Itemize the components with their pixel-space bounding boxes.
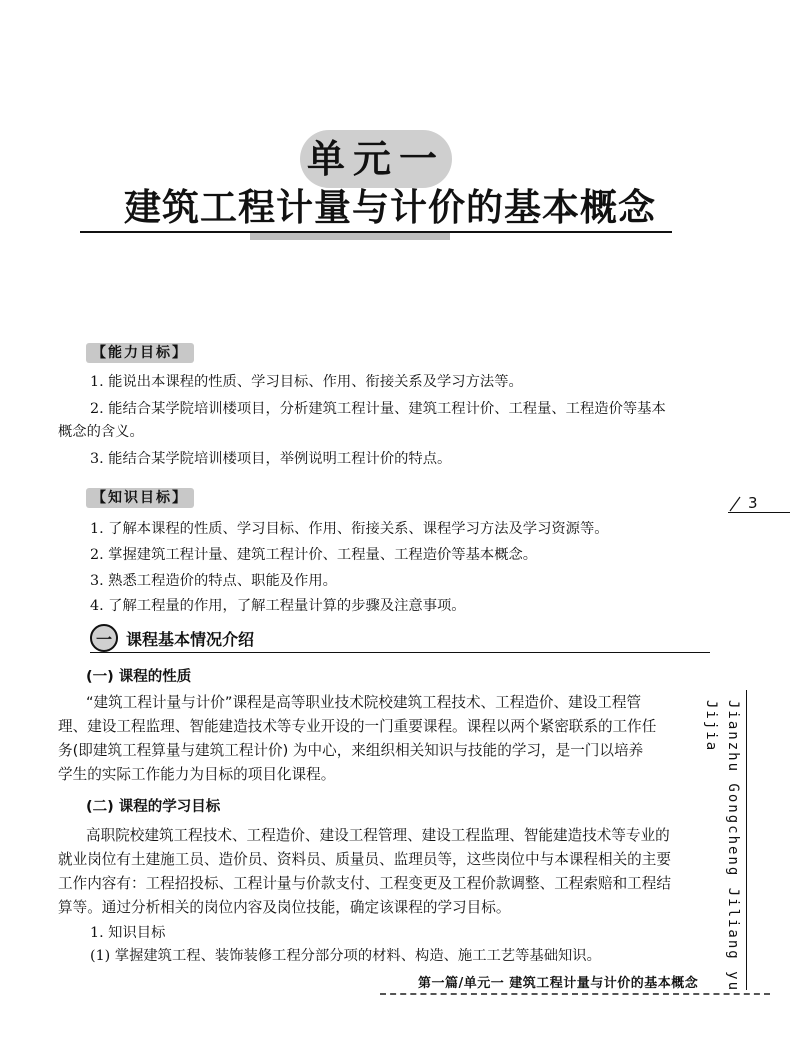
unit-label: 单元一	[306, 137, 445, 181]
nature-heading: (一) 课程的性质	[86, 669, 192, 685]
knowledge-item-4: 4. 了解工程量的作用，了解工程量计算的步骤及注意事项。	[90, 598, 466, 614]
vertical-rule	[746, 690, 747, 990]
knowledge-item-1: 1. 了解本课程的性质、学习目标、作用、衔接关系、课程学习方法及学习资源等。	[90, 521, 609, 537]
knowledge-item-3: 3. 熟悉工程造价的特点、职能及作用。	[90, 573, 337, 589]
footer-dashed-rule	[380, 993, 770, 996]
section-title: 课程基本情况介绍	[126, 629, 255, 649]
nature-line-3: 务(即建筑工程算量与建筑工程计价) 为中心，来组织相关知识与技能的学习，是一门以培养	[58, 742, 644, 759]
page-slash-icon	[728, 494, 744, 512]
section-heading	[90, 623, 254, 653]
ability-item-2: 2. 能结合某学院培训楼项目，分析建筑工程计量、建筑工程计价、工程量、工程造价等基本	[90, 401, 666, 417]
nature-line-1: “建筑工程计量与计价”课程是高等职业技术院校建筑工程技术、工程造价、建设工程管	[86, 694, 642, 711]
nature-line-2: 理、建设工程监理、智能建造技术等专业开设的一门重要课程。课程以两个紧密联系的工作任	[58, 718, 657, 735]
section-number: 一	[90, 624, 118, 652]
knowledge-tag: 【知识目标】	[86, 488, 194, 508]
footer-running-title: 第一篇/单元一 建筑工程计量与计价的基本概念	[418, 976, 699, 991]
knowledge-item-2: 2. 掌握建筑工程计量、建筑工程计价、工程量、工程造价等基本概念。	[90, 547, 538, 563]
ability-item-2-cont: 概念的含义。	[58, 424, 144, 440]
ability-item-3: 3. 能结合某学院培训楼项目，举例说明工程计价的特点。	[90, 451, 452, 467]
page-number-rule	[728, 512, 790, 513]
goals-line-3: 工作内容有：工程招投标、工程计量与价款支付、工程变更及工程价款调整、工程索赔和工程结	[58, 875, 671, 892]
page-number: 3	[748, 494, 758, 512]
goals-heading: (二) 课程的学习目标	[86, 799, 221, 815]
vertical-running-title: Jianzhu Gongcheng Jiliang yu Jijia	[703, 700, 741, 993]
goals-line-2: 就业岗位有土建施工员、造价员、资料员、质量员、监理员等，这些岗位中与本课程相关的主要	[58, 851, 671, 868]
goals-sub1-item: (1) 掌握建筑工程、装饰装修工程分部分项的材料、构造、施工工艺等基础知识。	[90, 948, 601, 964]
goals-line-4: 算等。通过分析相关的岗位内容及岗位技能，确定该课程的学习目标。	[58, 899, 511, 916]
ability-item-1: 1. 能说出本课程的性质、学习目标、作用、衔接关系及学习方法等。	[90, 374, 523, 390]
section-rule	[90, 652, 710, 653]
goals-sub1: 1. 知识目标	[90, 925, 166, 941]
title-underbar	[250, 233, 450, 240]
ability-tag: 【能力目标】	[86, 343, 194, 363]
goals-line-1: 高职院校建筑工程技术、工程造价、建设工程管理、建设工程监理、智能建造技术等专业的	[86, 827, 670, 844]
page-title: 建筑工程计量与计价的基本概念	[124, 186, 656, 229]
nature-line-4: 学生的实际工作能力为目标的项目化课程。	[58, 766, 336, 783]
